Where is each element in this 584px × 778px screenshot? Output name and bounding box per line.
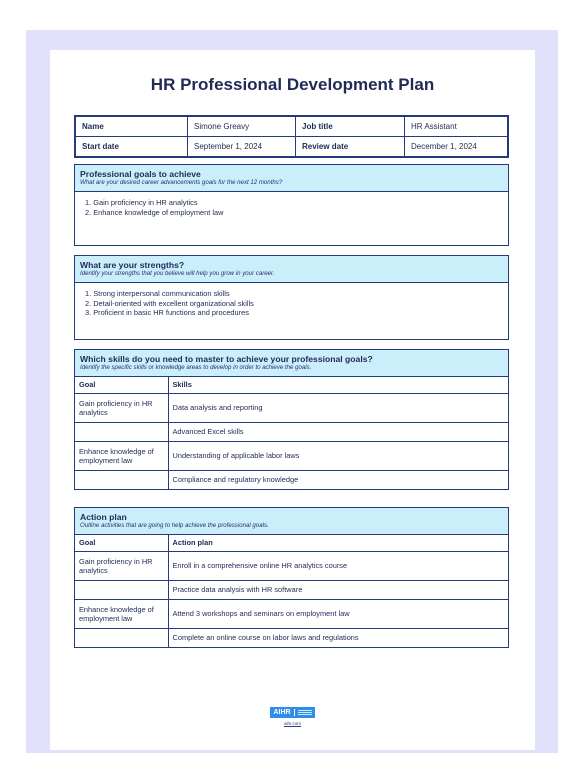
name-label: Name	[76, 117, 188, 137]
section-title: Which skills do you need to master to achieve your professional goals?	[80, 354, 373, 364]
goal-cell: Enhance knowledge of employment law	[75, 441, 168, 470]
review-date-value: December 1, 2024	[405, 137, 508, 157]
section-subtitle: What are your desired career advancements goals for the next 12 months?	[80, 179, 283, 186]
column-header-action-plan: Action plan	[168, 535, 508, 551]
table-row	[75, 422, 508, 441]
table-row	[75, 580, 508, 599]
goal-cell	[75, 422, 168, 441]
logo-tagline-mark	[298, 710, 312, 715]
action-cell: Attend 3 workshops and seminars on employment law	[168, 599, 508, 628]
table-row	[75, 551, 508, 580]
table-row	[75, 628, 508, 647]
section-title: Action plan	[80, 512, 127, 522]
column-header-goal: Goal	[75, 535, 168, 551]
list-item: 2. Detail-oriented with excellent organizational skills	[85, 298, 254, 308]
action-cell: Complete an online course on labor laws and regulations	[168, 628, 508, 647]
goal-cell	[75, 628, 168, 647]
column-header-goal: Goal	[75, 377, 168, 393]
table-row	[75, 441, 508, 470]
skills-section	[74, 349, 509, 490]
page-title: HR Professional Development Plan	[150, 75, 435, 94]
goal-cell	[75, 580, 168, 599]
section-subtitle: Identify the specific skills or knowledge areas to develop in order to achieve the goals.	[80, 364, 312, 371]
goal-cell: Gain proficiency in HR analytics	[75, 393, 168, 422]
start-date-value: September 1, 2024	[188, 137, 296, 157]
skill-cell: Compliance and regulatory knowledge	[168, 470, 508, 489]
logo-divider	[294, 709, 295, 716]
job-title-value: HR Assistant	[405, 117, 508, 137]
goals-list	[85, 198, 508, 217]
strengths-section	[74, 255, 509, 340]
action-cell: Practice data analysis with HR software	[168, 580, 508, 599]
section-title: What are your strengths?	[80, 260, 185, 270]
section-header	[75, 508, 508, 535]
section-title: Professional goals to achieve	[80, 169, 201, 179]
skill-cell: Advanced Excel skills	[168, 422, 508, 441]
goal-cell	[75, 470, 168, 489]
section-header	[75, 350, 508, 377]
skills-table	[75, 377, 508, 489]
action-cell: Enroll in a comprehensive online HR analytics course	[168, 551, 508, 580]
list-item: 1. Gain proficiency in HR analytics	[85, 198, 198, 207]
logo-text: AIHR	[273, 709, 291, 716]
professional-goals-section	[74, 164, 509, 246]
site-link[interactable]: aihr.com	[283, 721, 301, 726]
goal-cell: Gain proficiency in HR analytics	[75, 551, 168, 580]
document-page	[50, 50, 535, 750]
list-item: 1. Strong interpersonal communication skills	[85, 289, 230, 298]
table-row	[75, 599, 508, 628]
review-date-label: Review date	[296, 137, 405, 157]
list-item: 3. Proficient in basic HR functions and procedures	[85, 308, 249, 318]
name-value: Simone Greavy	[188, 117, 296, 137]
action-plan-section	[74, 507, 509, 648]
skill-cell: Data analysis and reporting	[168, 393, 508, 422]
column-header-skills: Skills	[168, 377, 508, 393]
strengths-list	[85, 289, 508, 318]
section-subtitle: Outline activities that are going to help achieve the professional goals.	[80, 522, 269, 529]
section-subtitle: Identify your strengths that you believe will help you grow in your career.	[80, 270, 275, 277]
job-title-label: Job title	[296, 117, 405, 137]
table-row	[75, 470, 508, 489]
employee-info-table	[74, 115, 509, 158]
list-item: 2. Enhance knowledge of employment law	[85, 207, 224, 217]
section-header	[75, 256, 508, 283]
table-row	[75, 393, 508, 422]
footer	[50, 701, 535, 726]
section-header	[75, 165, 508, 192]
start-date-label: Start date	[76, 137, 188, 157]
action-plan-table	[75, 535, 508, 647]
goal-cell: Enhance knowledge of employment law	[75, 599, 168, 628]
aihr-logo	[270, 707, 314, 718]
skill-cell: Understanding of applicable labor laws	[168, 441, 508, 470]
